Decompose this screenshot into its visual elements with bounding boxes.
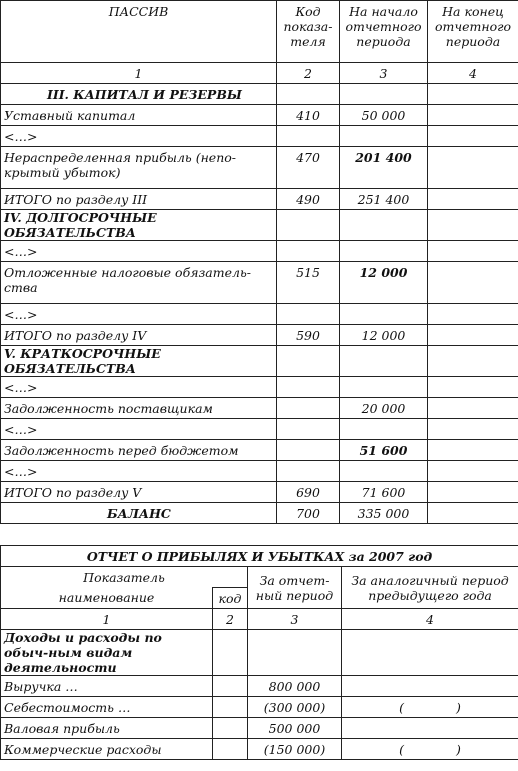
row-label: Нераспределенная прибыль (непо-крытый убыток): [1, 147, 277, 189]
section-5-title: V. КРАТКОСРОЧНЫЕ ОБЯЗАТЕЛЬСТВА: [1, 346, 277, 377]
row-label: Коммерческие расходы: [1, 739, 213, 760]
ellipsis-row: [1, 241, 518, 262]
row-value: 251 400: [340, 189, 428, 210]
header-row: [1, 1, 518, 63]
col-number-1: 1: [1, 63, 277, 84]
pnl-title: ОТЧЕТ О ПРИБЫЛЯХ И УБЫТКАХ за 2007 год: [1, 546, 518, 567]
row-code: 470: [277, 147, 340, 189]
paren-close: ): [456, 741, 461, 757]
col-number-2: 2: [213, 609, 248, 630]
row-value: (150 000): [248, 739, 342, 760]
header-end-period: На конец отчетного периода: [428, 1, 518, 63]
paren-open: (: [399, 699, 405, 715]
row-code: 490: [277, 189, 340, 210]
row-label: Уставный капитал: [1, 105, 277, 126]
header-liabilities: ПАССИВ: [1, 1, 277, 63]
table-row: [1, 739, 518, 760]
ellipsis-row: [1, 461, 518, 482]
header-code: код: [213, 588, 248, 609]
balance-total-label: БАЛАНС: [1, 503, 277, 524]
section-4-title: IV. ДОЛГОСРОЧНЫЕ ОБЯЗАТЕЛЬСТВА: [1, 210, 277, 241]
header-previous-period: За аналогичный период предыдущего года: [342, 567, 518, 609]
header-code: Код показа-теля: [277, 1, 340, 63]
row-value: 71 600: [340, 482, 428, 503]
row-label: Отложенные налоговые обязатель-ства: [1, 262, 277, 304]
row-value: (300 000): [248, 697, 342, 718]
table-row: [1, 718, 518, 739]
header-begin-period: На начало отчетного периода: [340, 1, 428, 63]
table-row: [1, 262, 518, 304]
row-label: Валовая прибыль: [1, 718, 213, 739]
row-code: 515: [277, 262, 340, 304]
row-value: 12 000: [340, 325, 428, 346]
row-label: Выручка …: [1, 676, 213, 697]
table-row: [1, 398, 518, 419]
table-row: [1, 697, 518, 718]
prev-period-cell: [342, 739, 518, 760]
col-number-4: 4: [342, 609, 518, 630]
ellipsis: <…>: [1, 241, 277, 262]
profit-loss-table: [0, 545, 518, 760]
table-row: [1, 189, 518, 210]
table-row: [1, 325, 518, 346]
header-indicator: Показатель: [1, 567, 248, 588]
ellipsis: <…>: [1, 461, 277, 482]
ellipsis-row: [1, 126, 518, 147]
row-label: Задолженность поставщикам: [1, 398, 277, 419]
col-number-3: 3: [340, 63, 428, 84]
ellipsis: <…>: [1, 126, 277, 147]
ellipsis: <…>: [1, 377, 277, 398]
ellipsis: <…>: [1, 304, 277, 325]
row-value: 20 000: [340, 398, 428, 419]
row-label: Задолженность перед бюджетом: [1, 440, 277, 461]
col-number-2: 2: [277, 63, 340, 84]
row-label: ИТОГО по разделу IV: [1, 325, 277, 346]
col-number-4: 4: [428, 63, 518, 84]
balance-total-code: 700: [277, 503, 340, 524]
balance-total-value: 335 000: [340, 503, 428, 524]
pnl-section-title: Доходы и расходы по обыч-ным видам деятельности: [1, 630, 213, 676]
row-label: ИТОГО по разделу III: [1, 189, 277, 210]
ellipsis: <…>: [1, 419, 277, 440]
col-number-row: [1, 63, 518, 84]
table-row: [1, 440, 518, 461]
pnl-header-row-1: [1, 567, 518, 588]
table-row: [1, 105, 518, 126]
paren-open: (: [399, 741, 405, 757]
row-code: 590: [277, 325, 340, 346]
row-code: 690: [277, 482, 340, 503]
balance-total-row: [1, 503, 518, 524]
row-value: 12 000: [340, 262, 428, 304]
row-code: 410: [277, 105, 340, 126]
row-label: ИТОГО по разделу V: [1, 482, 277, 503]
table-row: [1, 147, 518, 189]
section-5-row: [1, 346, 518, 377]
pnl-section-row: [1, 630, 518, 676]
header-name: наименование: [1, 588, 213, 609]
header-current-period: За отчет-ный период: [248, 567, 342, 609]
col-number-3: 3: [248, 609, 342, 630]
ellipsis-row: [1, 304, 518, 325]
row-value: 800 000: [248, 676, 342, 697]
ellipsis-row: [1, 377, 518, 398]
table-row: [1, 676, 518, 697]
col-number-1: 1: [1, 609, 213, 630]
row-value: 500 000: [248, 718, 342, 739]
paren-close: ): [456, 699, 461, 715]
section-3-row: [1, 84, 518, 105]
row-value: 50 000: [340, 105, 428, 126]
row-label: Себестоимость …: [1, 697, 213, 718]
ellipsis-row: [1, 419, 518, 440]
table-row: [1, 482, 518, 503]
col-number-row: [1, 609, 518, 630]
row-value: 51 600: [340, 440, 428, 461]
row-value: 201 400: [340, 147, 428, 189]
section-3-title: III. КАПИТАЛ И РЕЗЕРВЫ: [1, 84, 277, 105]
prev-period-cell: [342, 697, 518, 718]
section-4-row: [1, 210, 518, 241]
pnl-title-row: [1, 546, 518, 567]
